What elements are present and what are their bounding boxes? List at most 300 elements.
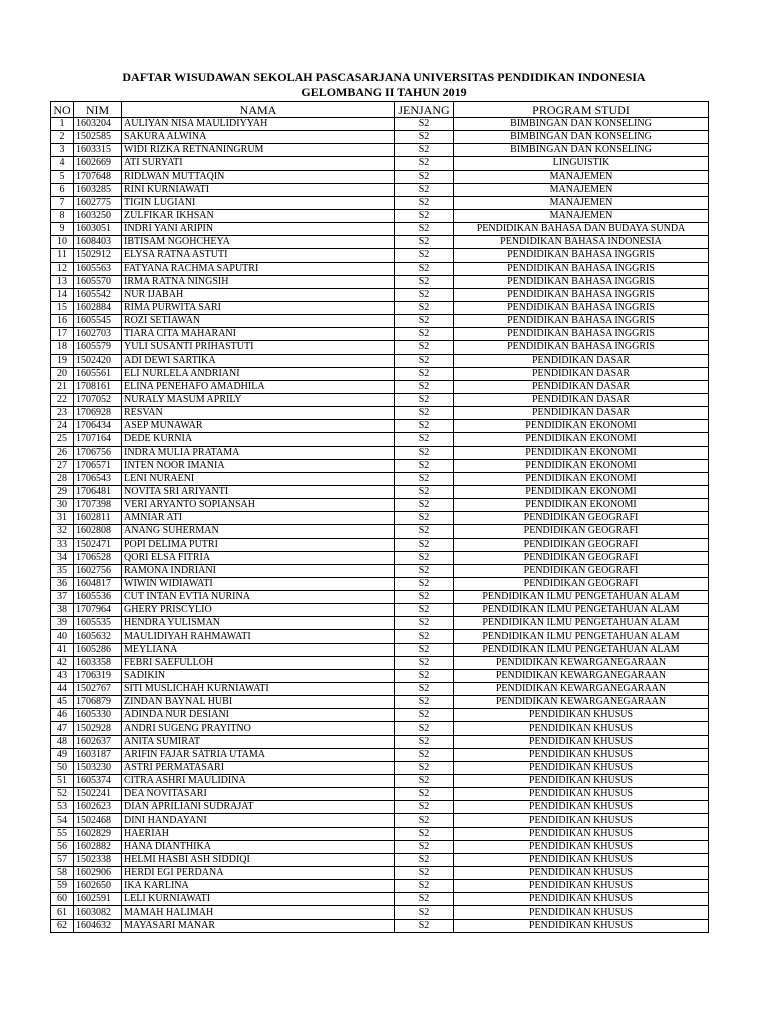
row-nim: 1602650 [74,880,122,893]
row-nama: RIMA PURWITA SARI [122,301,395,314]
row-number: 27 [51,459,74,472]
row-program-studi: PENDIDIKAN GEOGRAFI [454,512,709,525]
row-number: 4 [51,157,74,170]
row-program-studi: PENDIDIKAN KHUSUS [454,788,709,801]
row-number: 36 [51,577,74,590]
row-program-studi: PENDIDIKAN DASAR [454,380,709,393]
row-jenjang: S2 [395,433,454,446]
row-program-studi: PENDIDIKAN KEWARGANEGARAAN [454,683,709,696]
row-jenjang: S2 [395,551,454,564]
row-nim: 1706571 [74,459,122,472]
row-jenjang: S2 [395,367,454,380]
row-nim: 1602882 [74,840,122,853]
row-number: 40 [51,630,74,643]
row-program-studi: PENDIDIKAN GEOGRAFI [454,577,709,590]
row-number: 41 [51,643,74,656]
row-nama: HELMI HASBI ASH SIDDIQI [122,853,395,866]
table-row [51,919,709,932]
row-number: 38 [51,604,74,617]
row-program-studi: BIMBINGAN DAN KONSELING [454,118,709,131]
row-program-studi: PENDIDIKAN DASAR [454,354,709,367]
row-nim: 1602623 [74,801,122,814]
row-nim: 1605374 [74,775,122,788]
row-program-studi: PENDIDIKAN EKONOMI [454,499,709,512]
table-row [51,144,709,157]
row-nim: 1605579 [74,341,122,354]
row-jenjang: S2 [395,354,454,367]
row-nim: 1605570 [74,275,122,288]
row-jenjang: S2 [395,722,454,735]
row-nama: ARIFIN FAJAR SATRIA UTAMA [122,748,395,761]
table-row [51,407,709,420]
row-nim: 1706319 [74,669,122,682]
row-nama: VERI ARYANTO SOPIANSAH [122,499,395,512]
row-jenjang: S2 [395,393,454,406]
table-row [51,551,709,564]
header-nama: NAMA [122,102,395,118]
row-program-studi: PENDIDIKAN ILMU PENGETAHUAN ALAM [454,643,709,656]
row-nama: ZULFIKAR IKHSAN [122,209,395,222]
row-nama: IKA KARLINA [122,880,395,893]
row-number: 9 [51,223,74,236]
row-number: 58 [51,867,74,880]
row-number: 53 [51,801,74,814]
row-nama: MAYASARI MANAR [122,919,395,932]
row-program-studi: PENDIDIKAN KHUSUS [454,801,709,814]
row-program-studi: PENDIDIKAN KHUSUS [454,867,709,880]
row-nim: 1706928 [74,407,122,420]
row-jenjang: S2 [395,499,454,512]
row-jenjang: S2 [395,853,454,866]
row-program-studi: PENDIDIKAN KEWARGANEGARAAN [454,669,709,682]
row-program-studi: PENDIDIKAN EKONOMI [454,459,709,472]
table-row [51,196,709,209]
row-jenjang: S2 [395,801,454,814]
row-nim: 1706528 [74,551,122,564]
row-number: 2 [51,131,74,144]
row-nim: 1707964 [74,604,122,617]
row-nama: INDRA MULIA PRATAMA [122,446,395,459]
row-jenjang: S2 [395,775,454,788]
table-row [51,367,709,380]
row-nim: 1603250 [74,209,122,222]
row-nim: 1602775 [74,196,122,209]
row-number: 31 [51,512,74,525]
row-program-studi: PENDIDIKAN EKONOMI [454,446,709,459]
row-nim: 1707052 [74,393,122,406]
row-number: 60 [51,893,74,906]
table-row [51,591,709,604]
row-nim: 1502585 [74,131,122,144]
row-nim: 1502912 [74,249,122,262]
table-row [51,827,709,840]
row-jenjang: S2 [395,144,454,157]
row-nim: 1707164 [74,433,122,446]
row-jenjang: S2 [395,656,454,669]
row-nama: ELYSA RATNA ASTUTI [122,249,395,262]
row-program-studi: PENDIDIKAN BAHASA INGGRIS [454,315,709,328]
row-nama: ATI SURYATI [122,157,395,170]
row-jenjang: S2 [395,669,454,682]
row-nim: 1603187 [74,748,122,761]
row-jenjang: S2 [395,236,454,249]
row-jenjang: S2 [395,919,454,932]
row-number: 34 [51,551,74,564]
row-program-studi: PENDIDIKAN ILMU PENGETAHUAN ALAM [454,604,709,617]
row-number: 14 [51,288,74,301]
table-row [51,709,709,722]
row-nim: 1706434 [74,420,122,433]
row-program-studi: PENDIDIKAN BAHASA INGGRIS [454,288,709,301]
table-row [51,315,709,328]
row-jenjang: S2 [395,512,454,525]
row-nim: 1602669 [74,157,122,170]
row-nim: 1605535 [74,617,122,630]
row-nama: ROZI SETIAWAN [122,315,395,328]
row-nama: FEBRI SAEFULLOH [122,656,395,669]
row-number: 54 [51,814,74,827]
row-program-studi: PENDIDIKAN KHUSUS [454,709,709,722]
row-jenjang: S2 [395,788,454,801]
row-nim: 1603358 [74,656,122,669]
row-nim: 1605561 [74,367,122,380]
table-row [51,656,709,669]
table-row [51,867,709,880]
row-nama: INTEN NOOR IMANIA [122,459,395,472]
table-row [51,118,709,131]
header-program-studi: PROGRAM STUDI [454,102,709,118]
table-row [51,420,709,433]
row-number: 55 [51,827,74,840]
row-nama: IBTISAM NGOHCHEYA [122,236,395,249]
row-number: 59 [51,880,74,893]
row-program-studi: PENDIDIKAN KHUSUS [454,748,709,761]
table-header-row [51,102,709,118]
row-nim: 1603204 [74,118,122,131]
row-nim: 1605545 [74,315,122,328]
row-program-studi: PENDIDIKAN BAHASA INGGRIS [454,328,709,341]
row-nama: AMNIAR ATI [122,512,395,525]
row-nama: HERDI EGI PERDANA [122,867,395,880]
table-row [51,301,709,314]
row-number: 51 [51,775,74,788]
document-subtitle: GELOMBANG II TAHUN 2019 [301,85,467,99]
row-nama: ADI DEWI SARTIKA [122,354,395,367]
row-nim: 1502338 [74,853,122,866]
table-row [51,183,709,196]
row-jenjang: S2 [395,814,454,827]
row-program-studi: PENDIDIKAN BAHASA INGGRIS [454,275,709,288]
row-nama: ZINDAN BAYNAL HUBI [122,696,395,709]
row-jenjang: S2 [395,827,454,840]
row-nim: 1502468 [74,814,122,827]
row-number: 44 [51,683,74,696]
row-nim: 1604817 [74,577,122,590]
table-row [51,459,709,472]
row-number: 56 [51,840,74,853]
row-program-studi: PENDIDIKAN BAHASA INGGRIS [454,262,709,275]
row-nim: 1602884 [74,301,122,314]
row-program-studi: PENDIDIKAN KEWARGANEGARAAN [454,696,709,709]
row-nim: 1706543 [74,472,122,485]
row-program-studi: PENDIDIKAN DASAR [454,407,709,420]
table-row [51,564,709,577]
row-nama: MEYLIANA [122,643,395,656]
row-jenjang: S2 [395,867,454,880]
row-nim: 1605536 [74,591,122,604]
row-nama: HANA DIANTHIKA [122,840,395,853]
row-jenjang: S2 [395,748,454,761]
row-program-studi: PENDIDIKAN EKONOMI [454,472,709,485]
row-nim: 1707648 [74,170,122,183]
row-jenjang: S2 [395,328,454,341]
row-jenjang: S2 [395,249,454,262]
row-program-studi: PENDIDIKAN EKONOMI [454,420,709,433]
table-row [51,525,709,538]
row-nama: DEA NOVITASARI [122,788,395,801]
row-program-studi: PENDIDIKAN ILMU PENGETAHUAN ALAM [454,591,709,604]
row-nama: HAERIAH [122,827,395,840]
row-program-studi: PENDIDIKAN KEWARGANEGARAAN [454,656,709,669]
row-jenjang: S2 [395,683,454,696]
row-number: 47 [51,722,74,735]
row-program-studi: PENDIDIKAN BAHASA INGGRIS [454,301,709,314]
row-program-studi: PENDIDIKAN KHUSUS [454,761,709,774]
row-nama: QORI ELSA FITRIA [122,551,395,564]
row-number: 6 [51,183,74,196]
row-program-studi: PENDIDIKAN EKONOMI [454,485,709,498]
table-row [51,446,709,459]
row-number: 22 [51,393,74,406]
table-row [51,328,709,341]
row-number: 49 [51,748,74,761]
row-number: 28 [51,472,74,485]
row-number: 24 [51,420,74,433]
row-nama: TIARA CITA MAHARANI [122,328,395,341]
row-nama: NOVITA SRI ARIYANTI [122,485,395,498]
row-jenjang: S2 [395,485,454,498]
row-jenjang: S2 [395,275,454,288]
row-nama: HENDRA YULISMAN [122,617,395,630]
row-nama: WIDI RIZKA RETNANINGRUM [122,144,395,157]
table-row [51,236,709,249]
row-jenjang: S2 [395,472,454,485]
row-jenjang: S2 [395,223,454,236]
row-program-studi: PENDIDIKAN ILMU PENGETAHUAN ALAM [454,630,709,643]
row-jenjang: S2 [395,604,454,617]
row-number: 57 [51,853,74,866]
row-nama: RESVAN [122,407,395,420]
row-number: 45 [51,696,74,709]
row-number: 32 [51,525,74,538]
row-nim: 1707398 [74,499,122,512]
row-nama: IRMA RATNA NINGSIH [122,275,395,288]
row-nama: MAULIDIYAH RAHMAWATI [122,630,395,643]
row-number: 25 [51,433,74,446]
row-nim: 1605542 [74,288,122,301]
table-row [51,354,709,367]
row-jenjang: S2 [395,525,454,538]
table-row [51,604,709,617]
row-number: 48 [51,735,74,748]
row-nim: 1706879 [74,696,122,709]
row-number: 19 [51,354,74,367]
row-program-studi: PENDIDIKAN GEOGRAFI [454,525,709,538]
row-jenjang: S2 [395,591,454,604]
row-nim: 1603051 [74,223,122,236]
row-jenjang: S2 [395,709,454,722]
row-program-studi: PENDIDIKAN KHUSUS [454,722,709,735]
table-row [51,499,709,512]
document-title: DAFTAR WISUDAWAN SEKOLAH PASCASARJANA UNIVERSITAS PENDIDIKAN INDONESIA [122,70,646,84]
row-jenjang: S2 [395,880,454,893]
row-jenjang: S2 [395,288,454,301]
row-nim: 1604632 [74,919,122,932]
row-jenjang: S2 [395,630,454,643]
row-number: 15 [51,301,74,314]
table-row [51,696,709,709]
row-nama: ADINDA NUR DESIANI [122,709,395,722]
row-jenjang: S2 [395,157,454,170]
row-program-studi: PENDIDIKAN DASAR [454,367,709,380]
row-nama: ELINA PENEHAFO AMADHILA [122,380,395,393]
graduates-table [50,101,709,933]
row-number: 13 [51,275,74,288]
row-nim: 1502241 [74,788,122,801]
table-row [51,538,709,551]
table-row [51,288,709,301]
row-jenjang: S2 [395,696,454,709]
row-nama: NURALY MASUM APRILY [122,393,395,406]
table-row [51,170,709,183]
row-nama: DINI HANDAYANI [122,814,395,827]
row-nim: 1502767 [74,683,122,696]
row-nama: FATYANA RACHMA SAPUTRI [122,262,395,275]
row-program-studi: PENDIDIKAN GEOGRAFI [454,538,709,551]
row-nama: CITRA ASHRI MAULIDINA [122,775,395,788]
row-number: 33 [51,538,74,551]
row-program-studi: PENDIDIKAN EKONOMI [454,433,709,446]
row-jenjang: S2 [395,170,454,183]
row-number: 62 [51,919,74,932]
table-row [51,683,709,696]
row-jenjang: S2 [395,209,454,222]
table-row [51,341,709,354]
row-program-studi: PENDIDIKAN BAHASA INDONESIA [454,236,709,249]
row-nama: AULIYAN NISA MAULIDIYYAH [122,118,395,131]
row-nim: 1603315 [74,144,122,157]
row-jenjang: S2 [395,761,454,774]
row-nim: 1503230 [74,761,122,774]
row-nim: 1605563 [74,262,122,275]
row-nama: RAMONA INDRIANI [122,564,395,577]
table-row [51,643,709,656]
table-row [51,814,709,827]
row-program-studi: PENDIDIKAN KHUSUS [454,775,709,788]
row-number: 21 [51,380,74,393]
row-program-studi: PENDIDIKAN DASAR [454,393,709,406]
row-program-studi: PENDIDIKAN KHUSUS [454,814,709,827]
table-row [51,722,709,735]
row-nama: NUR IJABAH [122,288,395,301]
row-jenjang: S2 [395,301,454,314]
row-number: 5 [51,170,74,183]
row-program-studi: MANAJEMEN [454,209,709,222]
table-row [51,906,709,919]
row-jenjang: S2 [395,617,454,630]
row-jenjang: S2 [395,840,454,853]
table-row [51,433,709,446]
row-nama: POPI DELIMA PUTRI [122,538,395,551]
table-row [51,275,709,288]
row-program-studi: MANAJEMEN [454,170,709,183]
row-jenjang: S2 [395,643,454,656]
row-number: 52 [51,788,74,801]
table-row [51,735,709,748]
row-program-studi: PENDIDIKAN KHUSUS [454,919,709,932]
row-number: 23 [51,407,74,420]
row-nama: RIDLWAN MUTTAQIN [122,170,395,183]
row-number: 3 [51,144,74,157]
row-nim: 1605286 [74,643,122,656]
row-nama: LENI NURAENI [122,472,395,485]
row-nama: LELI KURNIAWATI [122,893,395,906]
row-number: 10 [51,236,74,249]
row-jenjang: S2 [395,315,454,328]
row-program-studi: PENDIDIKAN BAHASA INGGRIS [454,249,709,262]
row-program-studi: PENDIDIKAN BAHASA DAN BUDAYA SUNDA [454,223,709,236]
table-row [51,393,709,406]
row-nim: 1708161 [74,380,122,393]
row-jenjang: S2 [395,459,454,472]
row-number: 20 [51,367,74,380]
row-program-studi: PENDIDIKAN GEOGRAFI [454,551,709,564]
table-row [51,669,709,682]
table-row [51,223,709,236]
row-nim: 1602808 [74,525,122,538]
table-row [51,157,709,170]
row-nim: 1602811 [74,512,122,525]
table-row [51,840,709,853]
row-number: 1 [51,118,74,131]
row-nim: 1605632 [74,630,122,643]
row-nama: SADIKIN [122,669,395,682]
row-jenjang: S2 [395,420,454,433]
row-number: 29 [51,485,74,498]
row-program-studi: PENDIDIKAN ILMU PENGETAHUAN ALAM [454,617,709,630]
table-row [51,775,709,788]
table-row [51,485,709,498]
row-number: 35 [51,564,74,577]
row-number: 39 [51,617,74,630]
row-jenjang: S2 [395,564,454,577]
header-nim: NIM [74,102,122,118]
table-row [51,577,709,590]
row-nama: ASEP MUNAWAR [122,420,395,433]
row-program-studi: BIMBINGAN DAN KONSELING [454,144,709,157]
row-jenjang: S2 [395,893,454,906]
row-nim: 1602703 [74,328,122,341]
row-program-studi: PENDIDIKAN KHUSUS [454,735,709,748]
row-nama: GHERY PRISCYLIO [122,604,395,617]
row-number: 50 [51,761,74,774]
row-nim: 1706756 [74,446,122,459]
row-nim: 1602906 [74,867,122,880]
row-nim: 1706481 [74,485,122,498]
row-nama: DIAN APRILIANI SUDRAJAT [122,801,395,814]
table-row [51,880,709,893]
row-program-studi: PENDIDIKAN KHUSUS [454,853,709,866]
